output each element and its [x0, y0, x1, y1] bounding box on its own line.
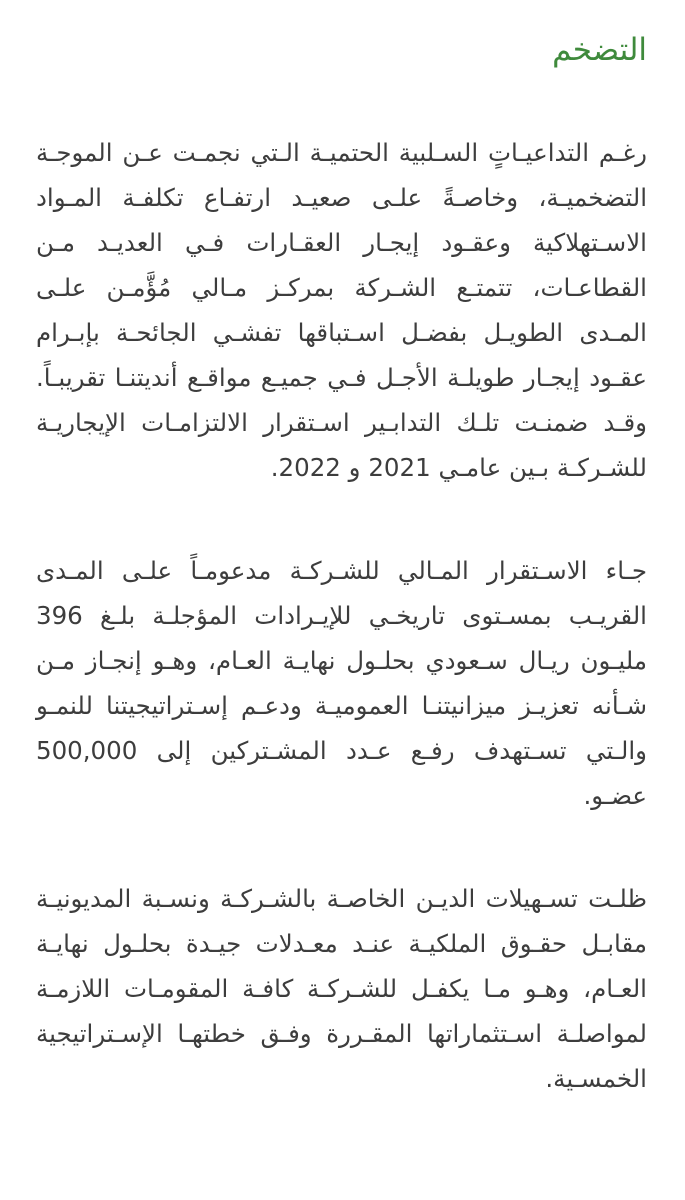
paragraph-debt-facilities: ظلـت تسـهيلات الديـن الخاصـة بالشـركـة ونسـبة المديونيـة مقابـل حقـوق الملكيـة عنـد معـدلات جيـدة بحلـول نهايـة العـام، وهـو مـا يكفـل للشـركـة كافـة المقومـات اللازمـة لمواصلـة اسـتثماراتها المقـررة وفـق خطتهـا الإسـتراتيجية الخمسـية. — [36, 884, 647, 1093]
section-title: التضخم — [552, 32, 647, 68]
paragraph-financial-stability: جـاء الاسـتقرار المـالي للشـركـة مدعومـاً علـى المـدى القريـب بمسـتوى تاريخـي للإيـرادات المؤجلـة بلـغ 396 مليـون ريـال سـعودي بحلـول نهايـة العـام، وهـو إنجـاز مـن شـأنه تعزيـز ميزانيتنـا العموميـة ودعـم إسـتراتيجيتنا للنمـو والـتي تسـتهدف رفـع عـدد المشـتركين إلى 500,000 عضـو. — [36, 556, 647, 810]
paragraph-inflation-impact: رغـم التداعيـاتٍ السـلبية الحتميـة الـتي نجمـت عـن الموجـة التضخميـة، وخاصـةً علـى صعيـد ارتفـاع تكلفـة المـواد الاسـتهلاكية وعقـود إيجـار العقـارات فـي العديـد مـن القطاعـات، تتمتـع الشـركة بمركـز مـالي مُؤَّمـن علـى المـدى الطويـل بفضـل اسـتباقها تفشـي الجائحـة بإبـرام عقـود إيجـار طويلـة الأجـل فـي جميـع مواقـع أنديتنـا تقريبـاً. وقـد ضمنـت تلـك التدابـير اسـتقرار الالتزامـات الإيجاريـة للشـركـة بـين عامـي 2021 و 2022. — [36, 138, 647, 482]
